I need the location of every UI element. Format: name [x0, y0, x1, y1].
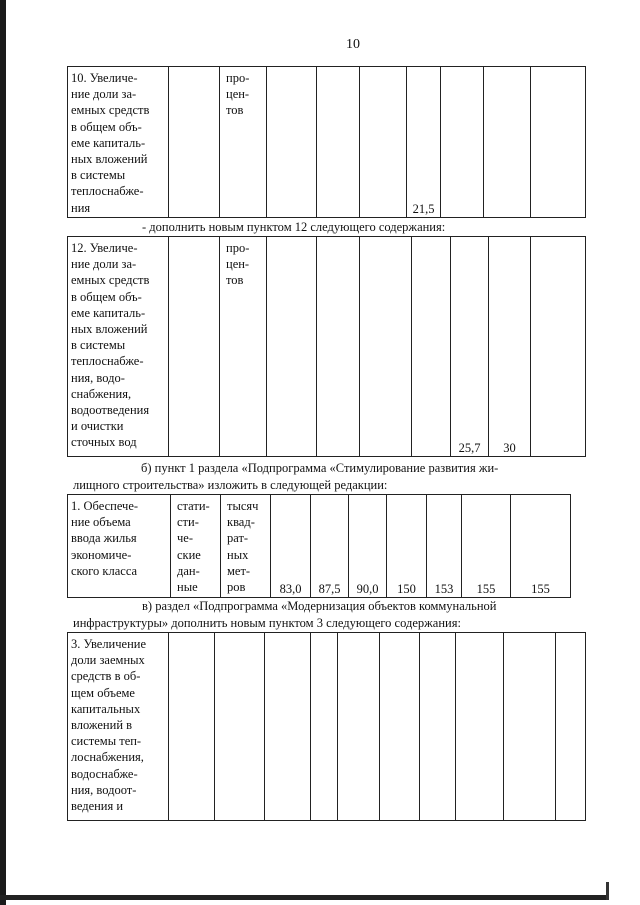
- value-cell: [412, 237, 451, 457]
- indicator-text: 10. Увеличе- ние доли за- емных средств в общем объ- еме капиталь- ных вложений в системы теплоснабже- ния: [71, 71, 150, 215]
- value-cell: [360, 237, 412, 457]
- scan-border-corner: [606, 882, 609, 900]
- value-cell: [267, 237, 317, 457]
- indicator-text: 12. Увеличе- ние доли за- емных средств в общем объ- еме капиталь- ных вложений в системы теплоснабже- ния, водо- снабжения, водоотведения и очистки сточных вод: [71, 241, 150, 450]
- value-cell: 25,7: [451, 237, 489, 457]
- value-cell: [531, 67, 586, 218]
- paragraph-add-item-12: - дополнить новым пунктом 12 следующего содержания:: [142, 220, 446, 234]
- source-cell: [169, 237, 220, 457]
- unit-text: про- цен- тов: [226, 71, 250, 118]
- paragraph-v-line2: инфраструктуры» дополнить новым пунктом 3 следующего содержания:: [73, 616, 461, 630]
- source-text: стати- сти- че- ские дан- ные: [177, 499, 210, 595]
- source-cell: [171, 495, 221, 598]
- paragraph-b-line2: лищного строительства» изложить в следующей редакции:: [73, 478, 388, 492]
- scan-border-left: [0, 0, 6, 905]
- value-cell: [531, 237, 586, 457]
- value-cell: 87,5: [311, 495, 349, 598]
- value-cell: [420, 633, 456, 821]
- value-cell: 153: [427, 495, 462, 598]
- value-cell: [311, 633, 338, 821]
- unit-text: тысяч квад- рат- ных мет- ров: [227, 499, 259, 595]
- indicator-cell: [68, 495, 171, 598]
- unit-text: про- цен- тов: [226, 241, 250, 288]
- source-cell: [169, 633, 215, 821]
- value-cell: [317, 237, 360, 457]
- value-cell: [338, 633, 380, 821]
- indicator-cell: [68, 633, 169, 821]
- value-cell: 30: [489, 237, 531, 457]
- table-row-1: [67, 494, 571, 598]
- value-cell: [380, 633, 420, 821]
- paragraph-v-line1: в) раздел «Подпрограмма «Модернизация объектов коммунальной: [142, 599, 497, 613]
- value-cell: 21,5: [407, 67, 441, 218]
- value-cell: [441, 67, 484, 218]
- unit-cell: [215, 633, 265, 821]
- unit-cell: [220, 237, 267, 457]
- source-cell: [169, 67, 220, 218]
- indicator-text: 3. Увеличение доли заемных средств в об- щем объеме капитальных вложений в системы теп- лоснабжения, водоснабже- ния, водоот- ведения и: [71, 637, 147, 814]
- indicator-text: 1. Обеспече- ние объема ввода жилья экономиче- ского класса: [71, 499, 139, 578]
- value-cell: [360, 67, 407, 218]
- value-cell: 90,0: [349, 495, 387, 598]
- value-cell: [504, 633, 556, 821]
- value-cell: [317, 67, 360, 218]
- table-row-3: [67, 632, 586, 821]
- value-cell: [265, 633, 311, 821]
- value-cell: 150: [387, 495, 427, 598]
- table-row-12: [67, 236, 586, 457]
- value-cell: 83,0: [271, 495, 311, 598]
- indicator-cell: [68, 237, 169, 457]
- unit-cell: [221, 495, 271, 598]
- value-cell: 155: [462, 495, 511, 598]
- page-number: 10: [346, 37, 360, 52]
- value-cell: [267, 67, 317, 218]
- indicator-cell: [68, 67, 169, 218]
- value-cell: [456, 633, 504, 821]
- scan-border-bottom: [0, 895, 606, 900]
- value-cell: [556, 633, 586, 821]
- table-row-10: [67, 66, 586, 218]
- unit-cell: [220, 67, 267, 218]
- value-cell: 155: [511, 495, 571, 598]
- value-cell: [484, 67, 531, 218]
- paragraph-b-line1: б) пункт 1 раздела «Подпрограмма «Стимулирование развития жи-: [141, 461, 499, 475]
